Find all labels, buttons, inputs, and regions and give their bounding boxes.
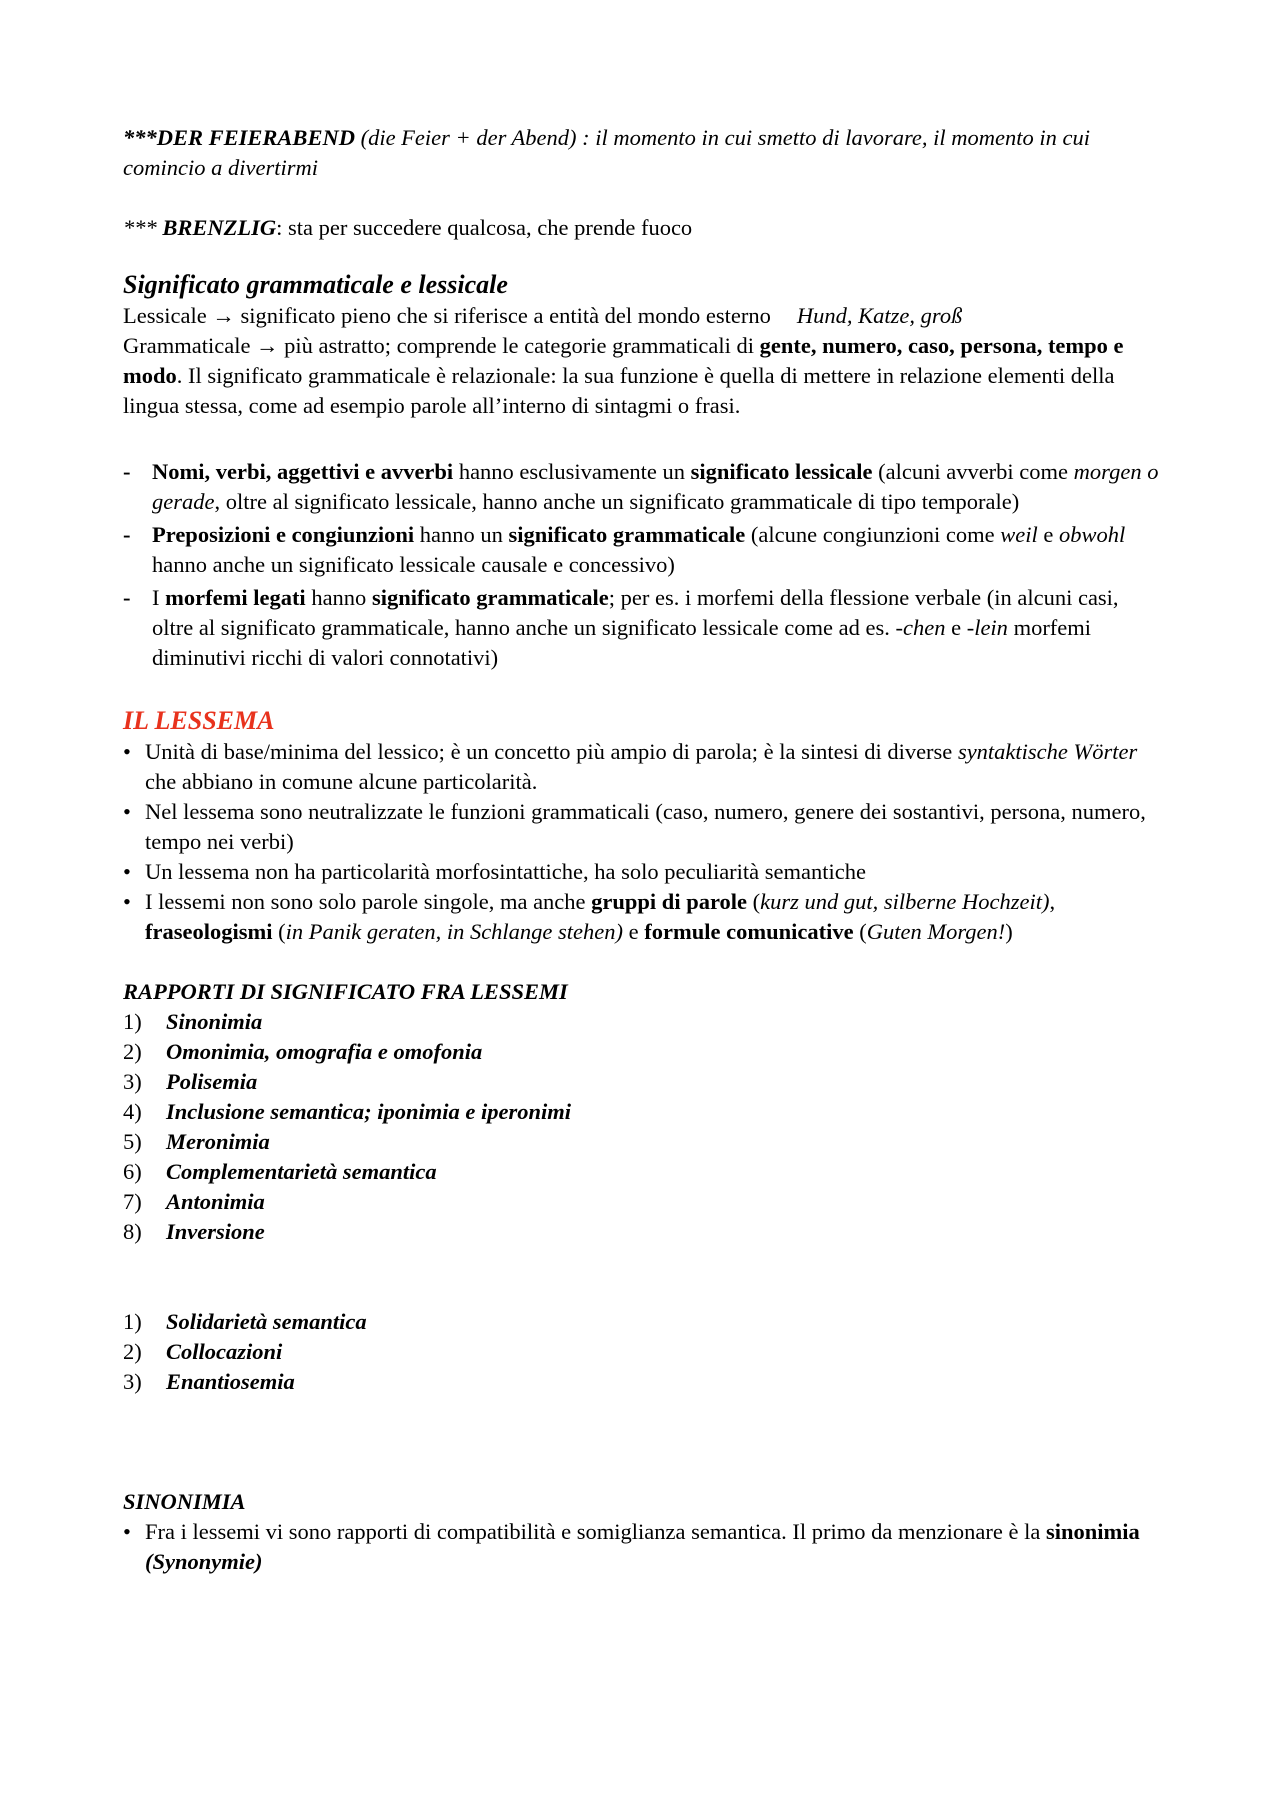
list-item: 8) Inversione [123,1219,265,1244]
list-item: - Nomi, verbi, aggettivi e avverbi hanno esclusivamente un significato lessicale (alcuni avverbi come morgen o gerade, oltre al significato lessicale, hanno anche un significato grammaticale di tipo temporale) [123,459,1159,514]
section-title-significato: Significato grammaticale e lessicale [123,270,508,299]
spacer [123,421,1163,457]
entry-term: BRENZLIG [162,215,277,240]
entry-stars: *** [123,215,163,240]
list-item: 3) Polisemia [123,1069,258,1094]
lessicale-line: Lessicale → significato pieno che si riferisce a entità del mondo esterno Hund, Katze, groß [123,303,963,328]
list-item: 1) Sinonimia [123,1009,263,1034]
list-item: - I morfemi legati hanno significato grammaticale; per es. i morfemi della flessione verbale (in alcuni casi, oltre al significato grammaticale, hanno anche un significato lessicale come ad es. -chen e -lein morfemi diminutivi ricchi di valori connotativi) [123,585,1119,670]
spacer [123,1397,1163,1487]
list-item: • Un lessema non ha particolarità morfosintattiche, ha solo peculiarità semantiche [123,857,1163,887]
dash-list [123,457,1163,673]
entry-feierabend [123,123,1163,183]
dash-marker: - [123,459,131,484]
list-item: - Preposizioni e congiunzioni hanno un significato grammaticale (alcune congiunzioni come weil e obwohl hanno anche un significato lessicale causale e concessivo) [123,522,1126,577]
section-title-lessema: IL LESSEMA [123,706,275,735]
spacer [123,947,1163,977]
sinonimia-bullet-list [123,1517,1163,1577]
lessema-bullet-list [123,737,1163,947]
list-item: 3) Enantiosemia [123,1369,295,1394]
spacer [123,183,1163,213]
list-item: 6) Complementarietà semantica [123,1159,437,1184]
spacer [123,243,1163,269]
rapporti-list-2 [123,1307,1163,1397]
entry-brenzlig [123,213,1163,243]
entry-term: ***DER FEIERABEND [123,125,355,150]
bullet-marker: • [123,1519,131,1544]
list-item: 5) Meronimia [123,1129,270,1154]
list-item: 7) Antonimia [123,1189,265,1214]
spacer [123,1247,1163,1307]
dash-marker: - [123,585,131,610]
lessicale-examples: Hund, Katze, groß [796,303,963,328]
entry-definition: (die Feier + der Abend) : il momento in cui smetto di lavorare, il momento in cui comincio a divertirmi [123,125,1090,180]
rapporti-list-1 [123,1007,1163,1247]
entry-definition: : sta per succedere qualcosa, che prende fuoco [276,215,693,240]
bullet-marker: • [123,739,131,764]
list-item: • Nel lessema sono neutralizzate le funzioni grammaticali (caso, numero, genere dei sostantivi, persona, numero, tempo nei verbi) [123,799,1146,854]
list-item: 4) Inclusione semantica; iponimia e iperonimi [123,1099,572,1124]
bullet-marker: • [123,859,131,884]
list-item: • Unità di base/minima del lessico; è un concetto più ampio di parola; è la sintesi di diverse syntaktische Wörter che abbiano in comune alcune particolarità. [123,739,1138,794]
list-item: • I lessemi non sono solo parole singole, ma anche gruppi di parole (kurz und gut, silberne Hochzeit), fraseologismi (in Panik geraten, in Schlange stehen) e formule comunicative (Guten Morgen!) [123,889,1056,944]
bullet-marker: • [123,889,131,914]
document-body [123,123,1163,1577]
list-item: 2) Collocazioni [123,1339,283,1364]
list-item: 1) Solidarietà semantica [123,1309,367,1334]
section-title-rapporti: RAPPORTI DI SIGNIFICATO FRA LESSEMI [123,979,568,1004]
list-item: 2) Omonimia, omografia e omofonia [123,1039,483,1064]
section-title-sinonimia: SINONIMIA [123,1489,246,1514]
grammaticale-paragraph: Grammaticale → più astratto; comprende le categorie grammaticali di gente, numero, caso, persona, tempo e modo. Il significato grammaticale è relazionale: la sua funzione è quella di mettere in relazione elementi della lingua stessa, come ad esempio parole all’interno di sintagmi o frasi. [123,333,1124,418]
list-item: • Fra i lessemi vi sono rapporti di compatibilità e somiglianza semantica. Il primo da menzionare è la sinonimia (Synonymie) [123,1519,1140,1574]
dash-marker: - [123,522,131,547]
spacer [123,673,1163,705]
bullet-marker: • [123,799,131,824]
